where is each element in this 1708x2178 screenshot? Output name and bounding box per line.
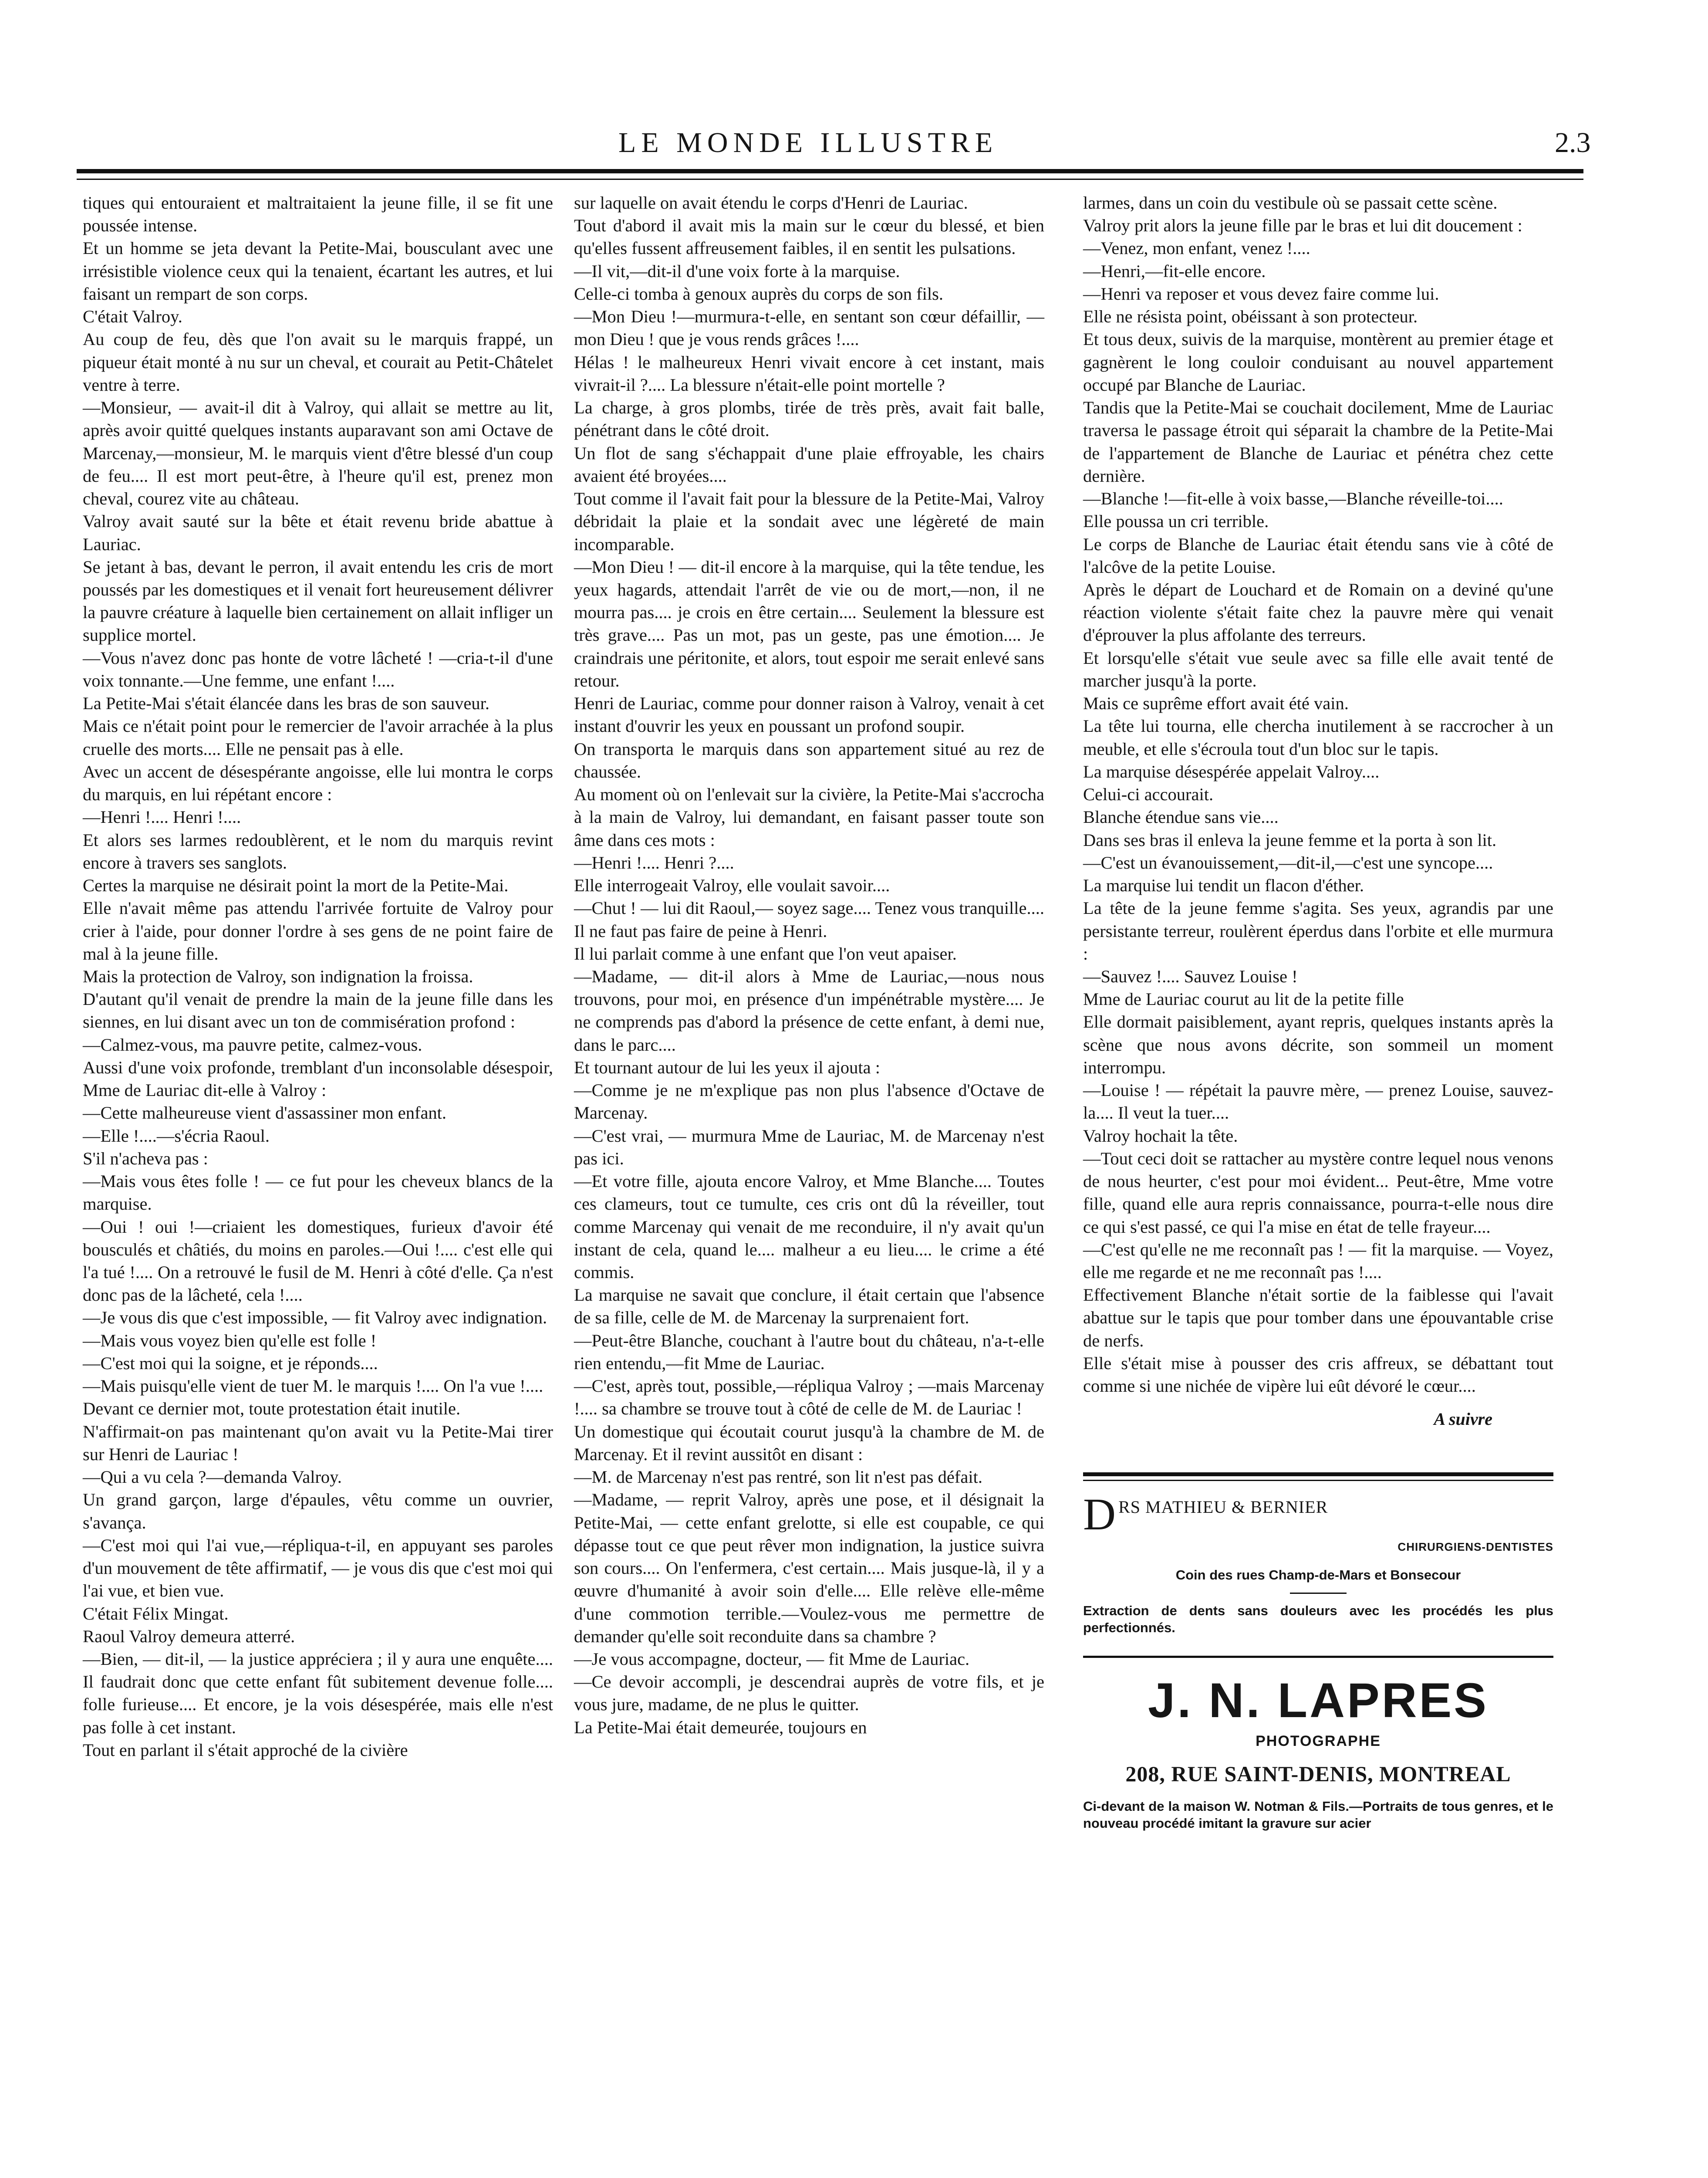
paragraph: —Et votre fille, ajouta encore Valroy, et Mme Blanche.... Toutes ces clameurs, tout ce tumulte, ces cris ont dû la réveiller, tout comme Marcenay qui venait de me reconduire, il n'y avait qu'un instant de cela, quand le.... malheur a eu lieu.... le crime a été commis. bbox=[574, 1171, 1044, 1282]
paragraph: —Oui ! oui !—criaient les domestiques, furieux d'avoir été bousculés et châtiés, du moins en paroles.—Oui !.... c'est elle qui l'a tué !.... On a retrouvé le fusil de M. Henri à côté d'elle. Ça n'est donc pas de la lâcheté, cela !.... bbox=[83, 1217, 553, 1305]
paragraph: Et un homme se jeta devant la Petite-Mai, bousculant avec une irrésistible violence ceux qui la tenaient, écartant les autres, et lui faisant un rempart de son corps. bbox=[83, 238, 553, 304]
paragraph: —C'est un évanouissement,—dit-il,—c'est une syncope.... bbox=[1083, 852, 1493, 873]
running-title: LE MONDE ILLUSTRE bbox=[618, 127, 998, 159]
paragraph: Blanche étendue sans vie.... bbox=[1083, 807, 1279, 827]
paragraph: La Petite-Mai s'était élancée dans les bras de son sauveur. bbox=[83, 693, 489, 714]
paragraph: —Monsieur, — avait-il dit à Valroy, qui allait se mettre au lit, après avoir quitté quelques instants auparavant son ami Octave de Marcenay,—monsieur, M. le marquis vient d'être blessé d'un coup de feu.... Il est mort peut-être, à l'heure qu'il est, prenez mon cheval, courez vite au château. bbox=[83, 398, 553, 509]
paragraph: La marquise lui tendit un flacon d'éther. bbox=[1083, 876, 1364, 896]
paragraph: Tout d'abord il avait mis la main sur le cœur du blessé, et bien qu'elles fussent affreusement faibles, il en sentit les pulsations. bbox=[574, 216, 1044, 258]
paragraph: S'il n'acheva pas : bbox=[83, 1148, 208, 1168]
text-column-2 bbox=[574, 192, 1044, 1739]
paragraph: —C'est moi qui l'ai vue,—répliqua-t-il, en appuyant ses paroles d'un mouvement de tête affirmatif, — je vous dis que c'est moi qui l'ai vue, et bien vue. bbox=[83, 1535, 553, 1601]
paragraph: Au coup de feu, dès que l'on avait su le marquis frappé, un piqueur était monté à nu sur un cheval, et courait au Petit-Châtelet ventre à terre. bbox=[83, 329, 553, 395]
paragraph: La tête lui tourna, elle chercha inutilement à se raccrocher à un meuble, et elle s'écroula tout d'un bloc sur le tapis. bbox=[1083, 716, 1553, 759]
paragraph: —Mon Dieu ! — dit-il encore à la marquise, qui la tête tendue, les yeux hagards, attendait l'arrêt de vie ou de mort,—non, il ne mourra pas.... je crois en être certain.... Seulement la blessure est très grave.... Pas un mot, pas un geste, pas une émotion.... Je craindrais une péritonite, et alors, tout espoir me serait enlevé sans retour. bbox=[574, 557, 1044, 690]
photographer-note: Ci-devant de la maison W. Notman & Fils.—Portraits de tous genres, et le nouveau procédé imitant la gravure sur acier bbox=[1083, 1799, 1553, 1831]
paragraph: C'était Valroy. bbox=[83, 307, 182, 327]
paragraph: Un flot de sang s'échappait d'une plaie effroyable, les chairs avaient été broyées.... bbox=[574, 443, 1044, 486]
paragraph: Certes la marquise ne désirait point la mort de la Petite-Mai. bbox=[83, 876, 509, 896]
paragraph: —Vous n'avez donc pas honte de votre lâcheté ! —cria-t-il d'une voix tonnante.—Une femme, une enfant !.... bbox=[83, 648, 553, 690]
paragraph: Celui-ci accourait. bbox=[1083, 785, 1214, 805]
paragraph: —Peut-être Blanche, couchant à l'autre bout du château, n'a-t-elle rien entendu,—fit Mme de Lauriac. bbox=[574, 1330, 1044, 1373]
paragraph: —Mais vous voyez bien qu'elle est folle ! bbox=[83, 1330, 377, 1350]
paragraph: Celle-ci tomba à genoux auprès du corps de son fils. bbox=[574, 284, 944, 304]
paragraph: Mais ce suprême effort avait été vain. bbox=[1083, 693, 1349, 714]
paragraph: —C'est, après tout, possible,—répliqua Valroy ; —mais Marcenay !.... sa chambre se trouve tout à côté de celle de M. de Lauriac ! bbox=[574, 1376, 1044, 1419]
paragraph: Mais la protection de Valroy, son indignation la froissa. bbox=[83, 966, 473, 986]
paragraph: —Henri !.... Henri !.... bbox=[83, 807, 241, 827]
paragraph: Tandis que la Petite-Mai se couchait docilement, Mme de Lauriac traversa le passage étroit qui séparait la chambre de la Petite-Mai de l'appartement de Blanche de Lauriac et pénétra chez cette dernière. bbox=[1083, 398, 1553, 486]
paragraph: —Venez, mon enfant, venez !.... bbox=[1083, 238, 1310, 258]
paragraph: Elle poussa un cri terrible. bbox=[1083, 511, 1269, 531]
photographer-profession: PHOTOGRAPHE bbox=[1256, 1732, 1381, 1749]
page-number: 2.3 bbox=[1555, 127, 1591, 159]
dentists-names-block bbox=[1118, 1493, 1328, 1519]
ads-separator bbox=[1083, 1656, 1553, 1658]
paragraph: —Henri va reposer et vous devez faire comme lui. bbox=[1083, 284, 1439, 304]
ads-rule-thick bbox=[1083, 1472, 1553, 1476]
paragraph: larmes, dans un coin du vestibule où se passait cette scène. bbox=[1083, 193, 1498, 213]
paragraph: Il lui parlait comme à une enfant que l'on veut apaiser. bbox=[574, 944, 957, 964]
paragraph: —Chut ! — lui dit Raoul,— soyez sage.... Tenez vous tranquille.... Il ne faut pas faire de peine à Henri. bbox=[574, 898, 1044, 941]
paragraph: Valroy prit alors la jeune fille par le bras et lui dit doucement : bbox=[1083, 216, 1522, 236]
paragraph: Hélas ! le malheureux Henri vivait encore à cet instant, mais vivrait-il ?.... La blessure n'était-elle point mortelle ? bbox=[574, 352, 1044, 395]
paragraph: N'affirmait-on pas maintenant qu'on avait vu la Petite-Mai tirer sur Henri de Lauriac ! bbox=[83, 1421, 553, 1464]
paragraph: Elle ne résista point, obéissant à son protecteur. bbox=[1083, 307, 1418, 327]
photographer-address: 208, RUE SAINT-DENIS, MONTREAL bbox=[1125, 1761, 1511, 1786]
photographer-advertisement bbox=[1083, 1673, 1553, 1832]
paragraph: —Tout ceci doit se rattacher au mystère contre lequel nous venons de nous heurter, c'est pour moi évident... Peut-être, Mme votre fille, quand elle aura repris connaissance, pourra-t-elle nous dire ce qui s'est passé, ce qui l'a mise en état de telle frayeur.... bbox=[1083, 1148, 1553, 1237]
paragraph: —Henri !.... Henri ?.... bbox=[574, 852, 734, 873]
paragraph: Mme de Lauriac courut au lit de la petite fille bbox=[1083, 989, 1404, 1009]
header-rule-thick bbox=[77, 169, 1583, 173]
paragraph: Devant ce dernier mot, toute protestation était inutile. bbox=[83, 1399, 461, 1419]
paragraph: Un domestique qui écoutait courut jusqu'à la chambre de M. de Marcenay. Et il revint aussitôt en disant : bbox=[574, 1421, 1044, 1464]
paragraph: Au moment où on l'enlevait sur la civière, la Petite-Mai s'accrocha à la main de Valroy, lui demandant, en faisant passer toute son âme dans ces mots : bbox=[574, 785, 1044, 850]
drop-initial: D bbox=[1083, 1489, 1116, 1540]
paragraph: —Louise ! — répétait la pauvre mère, — prenez Louise, sauvez-la.... Il veut la tuer.... bbox=[1083, 1080, 1553, 1123]
dentists-note: Extraction de dents sans douleurs avec les procédés les plus perfectionnés. bbox=[1083, 1603, 1553, 1636]
paragraph: Valroy hochait la tête. bbox=[1083, 1126, 1238, 1146]
photographer-name: J. N. LAPRES bbox=[1148, 1673, 1489, 1728]
paragraph: La Petite-Mai était demeurée, toujours en bbox=[574, 1717, 867, 1737]
paragraph: D'autant qu'il venait de prendre la main de la jeune fille dans les siennes, en lui disant avec un ton de commisération profond : bbox=[83, 989, 553, 1032]
paragraph: —Bien, — dit-il, — la justice appréciera ; il y aura une enquête.... Il faudrait donc que cette enfant fût subitement devenue folle.... folle furieuse.... Et encore, je la vois désespérée, mais elle n'est pas folle à cet instant. bbox=[83, 1649, 553, 1737]
paragraph: Et alors ses larmes redoublèrent, et le nom du marquis revint encore à travers ses sanglots. bbox=[83, 830, 553, 873]
paragraph: Elle interrogeait Valroy, elle voulait savoir.... bbox=[574, 876, 890, 896]
column-3-paragraphs bbox=[1083, 192, 1553, 1397]
dentists-advertisement bbox=[1083, 1489, 1553, 1637]
paragraph: Aussi d'une voix profonde, tremblant d'un inconsolable désespoir, Mme de Lauriac dit-elle à Valroy : bbox=[83, 1057, 553, 1100]
paragraph: —C'est moi qui la soigne, et je réponds.... bbox=[83, 1353, 378, 1373]
text-column-1 bbox=[83, 192, 553, 1762]
paragraph: Effectivement Blanche n'était sortie de la faiblesse qui l'avait abattue sur le tapis que pour tomber dans une épouvantable crise de nerfs. bbox=[1083, 1285, 1553, 1350]
paragraph: La marquise ne savait que conclure, il était certain que l'absence de sa fille, celle de M. de Marcenay la surprenaient fort. bbox=[574, 1285, 1044, 1328]
paragraph: On transporta le marquis dans son appartement situé au rez de chaussée. bbox=[574, 739, 1044, 781]
paragraph: —Sauvez !.... Sauvez Louise ! bbox=[1083, 966, 1298, 986]
paragraph: Mais ce n'était point pour le remercier de l'avoir arrachée à la plus cruelle des morts.... Elle ne pensait pas à elle. bbox=[83, 716, 553, 759]
paragraph: Raoul Valroy demeura atterré. bbox=[83, 1626, 295, 1646]
paragraph: —Henri,—fit-elle encore. bbox=[1083, 261, 1266, 281]
paragraph: tiques qui entouraient et maltraitaient la jeune fille, il se fit une poussée intense. bbox=[83, 193, 553, 236]
paragraph: Un grand garçon, large d'épaules, vêtu comme un ouvrier, s'avança. bbox=[83, 1490, 553, 1532]
paragraph: sur laquelle on avait étendu le corps d'Henri de Lauriac. bbox=[574, 193, 968, 213]
dentists-heading bbox=[1083, 1489, 1553, 1540]
paragraph: —M. de Marcenay n'est pas rentré, son lit n'est pas défait. bbox=[574, 1467, 982, 1487]
paragraph: —Mais puisqu'elle vient de tuer M. le marquis !.... On l'a vue !.... bbox=[83, 1376, 543, 1396]
paragraph: Se jetant à bas, devant le perron, il avait entendu les cris de mort poussés par les domestiques et il venait fort heureusement délivrer la pauvre créature à laquelle bien certainement on allait infliger un supplice mortel. bbox=[83, 557, 553, 645]
paragraph: Tout en parlant il s'était approché de la civière bbox=[83, 1740, 408, 1760]
paragraph: Tout comme il l'avait fait pour la blessure de la Petite-Mai, Valroy débridait la plaie et la sondait avec une légèreté de main incomparable. bbox=[574, 489, 1044, 554]
paragraph: —Comme je ne m'explique pas non plus l'absence d'Octave de Marcenay. bbox=[574, 1080, 1044, 1123]
dentists-role: CHIRURGIENS-DENTISTES bbox=[1397, 1540, 1553, 1553]
paragraph: —Il vit,—dit-il d'une voix forte à la marquise. bbox=[574, 261, 900, 281]
paragraph: Elle dormait paisiblement, ayant repris, quelques instants après la scène que nous avons décrite, son sommeil un moment interrompu. bbox=[1083, 1012, 1553, 1077]
paragraph: —Calmez-vous, ma pauvre petite, calmez-vous. bbox=[83, 1035, 422, 1055]
paragraph: Et tournant autour de lui les yeux il ajouta : bbox=[574, 1057, 880, 1077]
paragraph: —Cette malheureuse vient d'assassiner mon enfant. bbox=[83, 1103, 447, 1123]
paragraph: La charge, à gros plombs, tirée de très près, avait fait balle, pénétrant dans le côté droit. bbox=[574, 398, 1044, 440]
paragraph: La marquise désespérée appelait Valroy.... bbox=[1083, 761, 1380, 781]
ad-short-rule bbox=[1290, 1593, 1347, 1594]
paragraph: —Madame, — reprit Valroy, après une pose, et il désignait la Petite-Mai, — cette enfant grelotte, si elle est coupable, ce qui dépasse tout ce que peut rêver mon indignation, la justice suivra son cours.... On l'enfermera, c'est certain.... Mais jusque-là, il y a œuvre d'humanité à avoir soin d'elle.... Elle relève elle-même d'une commotion terrible.—Voulez-vous me permettre de demander qu'elle soit reconduite dans sa chambre ? bbox=[574, 1490, 1044, 1646]
paragraph: —Je vous accompagne, docteur, — fit Mme de Lauriac. bbox=[574, 1649, 970, 1669]
paragraph: Valroy avait sauté sur la bête et était revenu bride abattue à Lauriac. bbox=[83, 511, 553, 554]
header-rule-thin bbox=[77, 179, 1583, 180]
paragraph: —C'est vrai, — murmura Mme de Lauriac, M. de Marcenay n'est pas ici. bbox=[574, 1126, 1044, 1168]
paragraph: Dans ses bras il enleva la jeune femme et la porta à son lit. bbox=[1083, 830, 1497, 850]
paragraph: —Mais vous êtes folle ! — ce fut pour les cheveux blancs de la marquise. bbox=[83, 1171, 553, 1214]
paragraph: Et lorsqu'elle s'était vue seule avec sa fille elle avait tenté de marcher jusqu'à la porte. bbox=[1083, 648, 1553, 690]
paragraph: —Blanche !—fit-elle à voix basse,—Blanche réveille-toi.... bbox=[1083, 489, 1503, 509]
ads-rule-thin bbox=[1083, 1480, 1553, 1481]
paragraph: Elle n'avait même pas attendu l'arrivée fortuite de Valroy pour crier à l'aide, pour donner l'ordre à ses gens de ne point faire de mal à la jeune fille. bbox=[83, 898, 553, 964]
paragraph: —Elle !....—s'écria Raoul. bbox=[83, 1126, 270, 1146]
paragraph: C'était Félix Mingat. bbox=[83, 1603, 229, 1623]
paragraph: Le corps de Blanche de Lauriac était étendu sans vie à côté de l'alcôve de la petite Louise. bbox=[1083, 534, 1553, 577]
continued-notice: A suivre bbox=[1434, 1409, 1492, 1429]
paragraph: La tête de la jeune femme s'agita. Ses yeux, agrandis par une persistante terreur, roulèrent éperdus dans l'orbite et elle murmura : bbox=[1083, 898, 1553, 964]
paragraph: Et tous deux, suivis de la marquise, montèrent au premier étage et gagnèrent le long couloir conduisant au nouvel appartement occupé par Blanche de Lauriac. bbox=[1083, 329, 1553, 395]
paragraph: —Ce devoir accompli, je descendrai auprès de votre fils, et je vous jure, madame, de ne plus le quitter. bbox=[574, 1672, 1044, 1715]
paragraph: —Madame, — dit-il alors à Mme de Lauriac,—nous nous trouvons, pour moi, en présence d'un impénétrable mystère.... Je ne comprends pas d'abord la présence de cette enfant, à demi nue, dans le parc.... bbox=[574, 966, 1044, 1055]
paragraph: Après le départ de Louchard et de Romain on a deviné qu'une réaction violente s'était faite chez la pauvre mère qui venait d'éprouver la plus affolante des terreurs. bbox=[1083, 579, 1553, 645]
paragraph: —Qui a vu cela ?—demanda Valroy. bbox=[83, 1467, 342, 1487]
paragraph: —Mon Dieu !—murmura-t-elle, en sentant son cœur défaillir, — mon Dieu ! que je vous rends grâces !.... bbox=[574, 307, 1044, 349]
paragraph: —Je vous dis que c'est impossible, — fit Valroy avec indignation. bbox=[83, 1308, 547, 1328]
paragraph: Henri de Lauriac, comme pour donner raison à Valroy, venait à cet instant d'ouvrir les yeux en poussant un profond soupir. bbox=[574, 693, 1044, 736]
text-column-3 bbox=[1083, 192, 1553, 1832]
dentists-names: RS MATHIEU & BERNIER bbox=[1118, 1497, 1328, 1517]
paragraph: Avec un accent de désespérante angoisse, elle lui montra le corps du marquis, en lui répétant encore : bbox=[83, 761, 553, 805]
dentists-address: Coin des rues Champ-de-Mars et Bonsecour bbox=[1175, 1567, 1461, 1583]
paragraph: Elle s'était mise à pousser des cris affreux, se débattant tout comme si une nichée de vipère lui eût dévoré le cœur.... bbox=[1083, 1353, 1553, 1396]
paragraph: —C'est qu'elle ne me reconnaît pas ! — fit la marquise. — Voyez, elle me regarde et ne me reconnaît pas !.... bbox=[1083, 1239, 1553, 1282]
